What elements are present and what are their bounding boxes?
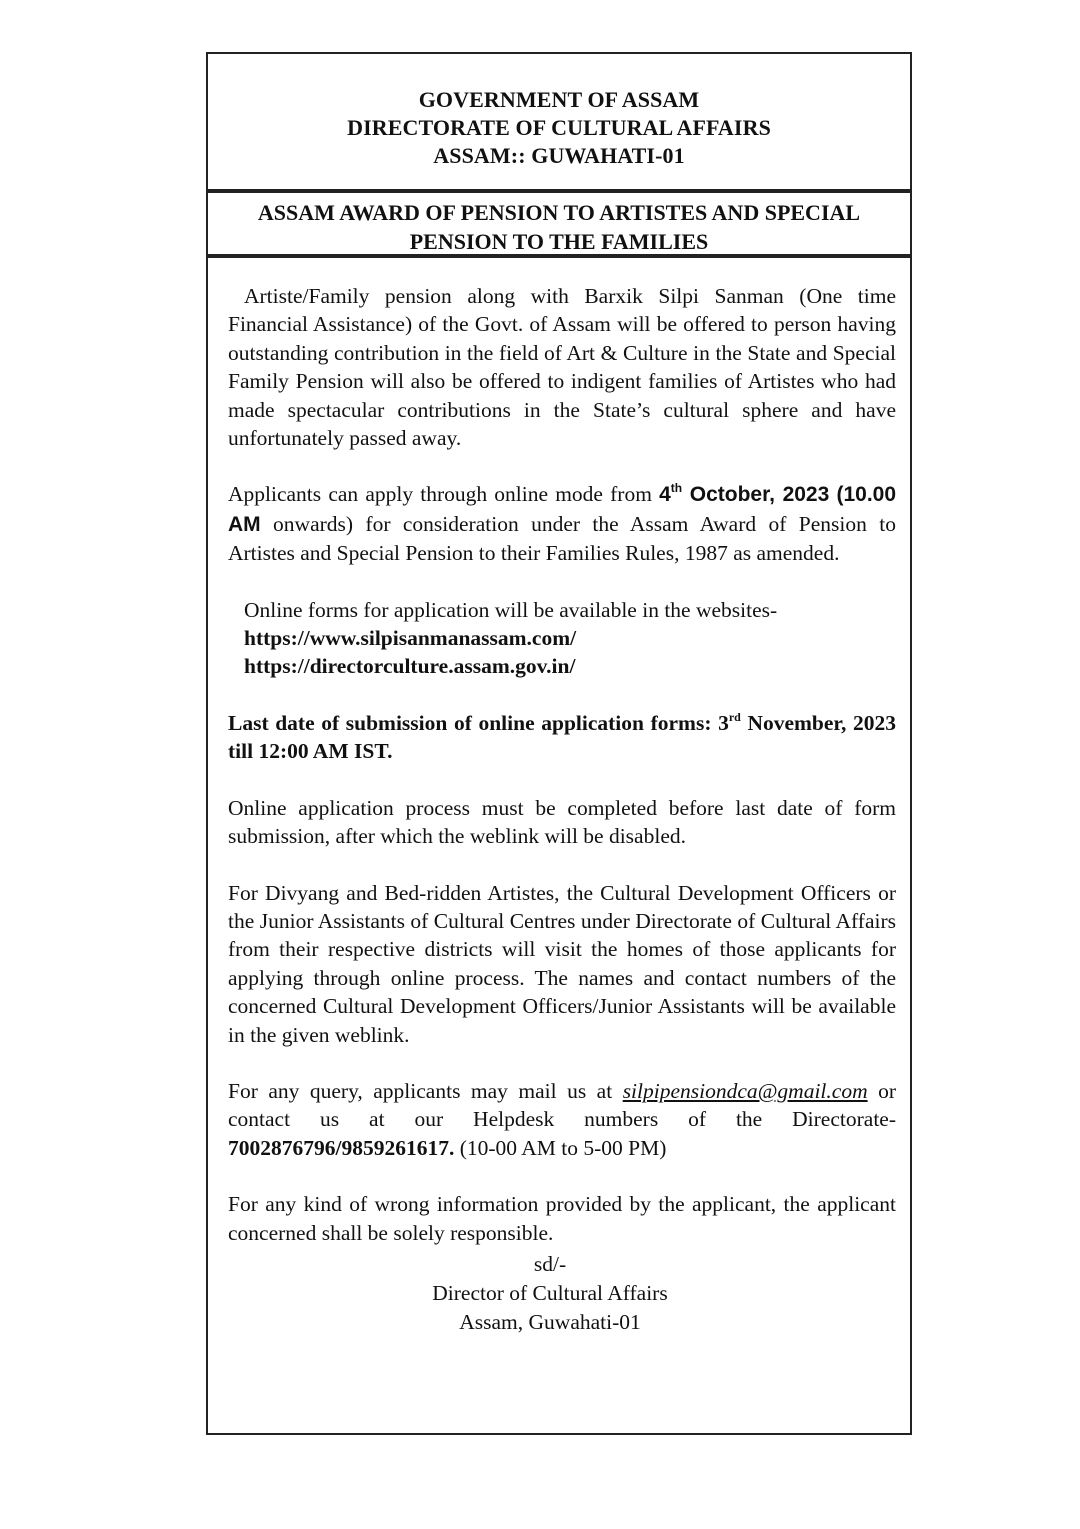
websites-intro: Online forms for application will be available in the websites- xyxy=(244,597,778,622)
header-line-directorate: DIRECTORATE OF CULTURAL AFFAIRS xyxy=(347,115,771,140)
paragraph-last-date xyxy=(228,709,896,766)
apply-date-day: 4 xyxy=(659,483,671,507)
header-line-government: GOVERNMENT OF ASSAM xyxy=(418,87,700,112)
notice-box xyxy=(206,52,912,1435)
contact-email-link[interactable]: silpipensiondca@gmail.com xyxy=(622,1078,868,1103)
apply-date-rest: October, 2023 xyxy=(682,483,830,507)
websites-block xyxy=(228,596,896,681)
paragraph-query xyxy=(228,1077,896,1162)
apply-text-before: Applicants can apply through online mode from xyxy=(228,482,660,507)
signature-block xyxy=(410,1250,690,1337)
last-date-suffix: rd xyxy=(728,709,741,724)
notice-title xyxy=(208,193,910,258)
query-text-middle: or contact us at our Helpdesk numbers of the Directorate- xyxy=(228,1078,896,1132)
helpdesk-hours: (10-00 AM to 5-00 PM) xyxy=(454,1135,667,1160)
signature-place: Assam, Guwahati-01 xyxy=(459,1310,641,1334)
title-line-2: PENSION TO THE FAMILIES xyxy=(409,228,709,254)
last-date-text-after: November, 2023 till 12:00 AM IST. xyxy=(228,710,896,764)
apply-time: (10.00 AM xyxy=(228,483,897,536)
last-date-text-before: Last date of submission of online application forms: 3 xyxy=(228,710,729,735)
title-line-1: ASSAM AWARD OF PENSION TO ARTISTES AND SPECIAL xyxy=(257,200,861,225)
apply-date-suffix: th xyxy=(670,481,683,496)
apply-text-after: onwards) for consideration under the Assam Award of Pension to Artistes and Special Pension to their Families Rules, 1987 as amended. xyxy=(228,511,896,566)
query-text-before: For any query, applicants may mail us at xyxy=(228,1078,623,1103)
signature-designation: Director of Cultural Affairs xyxy=(432,1281,668,1305)
apply-date xyxy=(659,483,829,506)
signature-sd: sd/- xyxy=(533,1252,567,1276)
paragraph-responsibility: For any kind of wrong information provided by the applicant, the applicant concerned shall be solely responsible. xyxy=(228,1192,896,1245)
paragraph-divyang: For Divyang and Bed-ridden Artistes, the Cultural Development Officers or the Junior Assistants of Cultural Centres under Directorate of Cultural Affairs from their respective districts will visit the homes of those applicants for applying through online process. The names and contact numbers of the concerned Cultural Development Officers/Junior Assistants will be available in the given weblink. xyxy=(228,880,896,1047)
paragraph-completion: Online application process must be completed before last date of form submission, after which the weblink will be disabled. xyxy=(228,795,896,849)
notice-header xyxy=(208,54,910,193)
paragraph-pension-intro: Artiste/Family pension along with Barxik Silpi Sanman (One time Financial Assistance) of the Govt. of Assam will be offered to person having outstanding contribution in the field of Art & Culture in the State and Special Family Pension will also be offered to indigent families of Artistes who had made spectacular contributions in the State’s cultural sphere and have unfortunately passed away. xyxy=(228,284,896,451)
notice-body xyxy=(208,258,910,1247)
website-link-directorculture[interactable]: https://directorculture.assam.gov.in/ xyxy=(244,654,576,679)
header-line-address: ASSAM:: GUWAHATI-01 xyxy=(433,143,685,168)
paragraph-apply-online xyxy=(228,480,896,567)
helpdesk-phone-numbers: 7002876796/9859261617. xyxy=(228,1135,455,1160)
website-link-silpisanman[interactable]: https://www.silpisanmanassam.com/ xyxy=(244,626,577,651)
